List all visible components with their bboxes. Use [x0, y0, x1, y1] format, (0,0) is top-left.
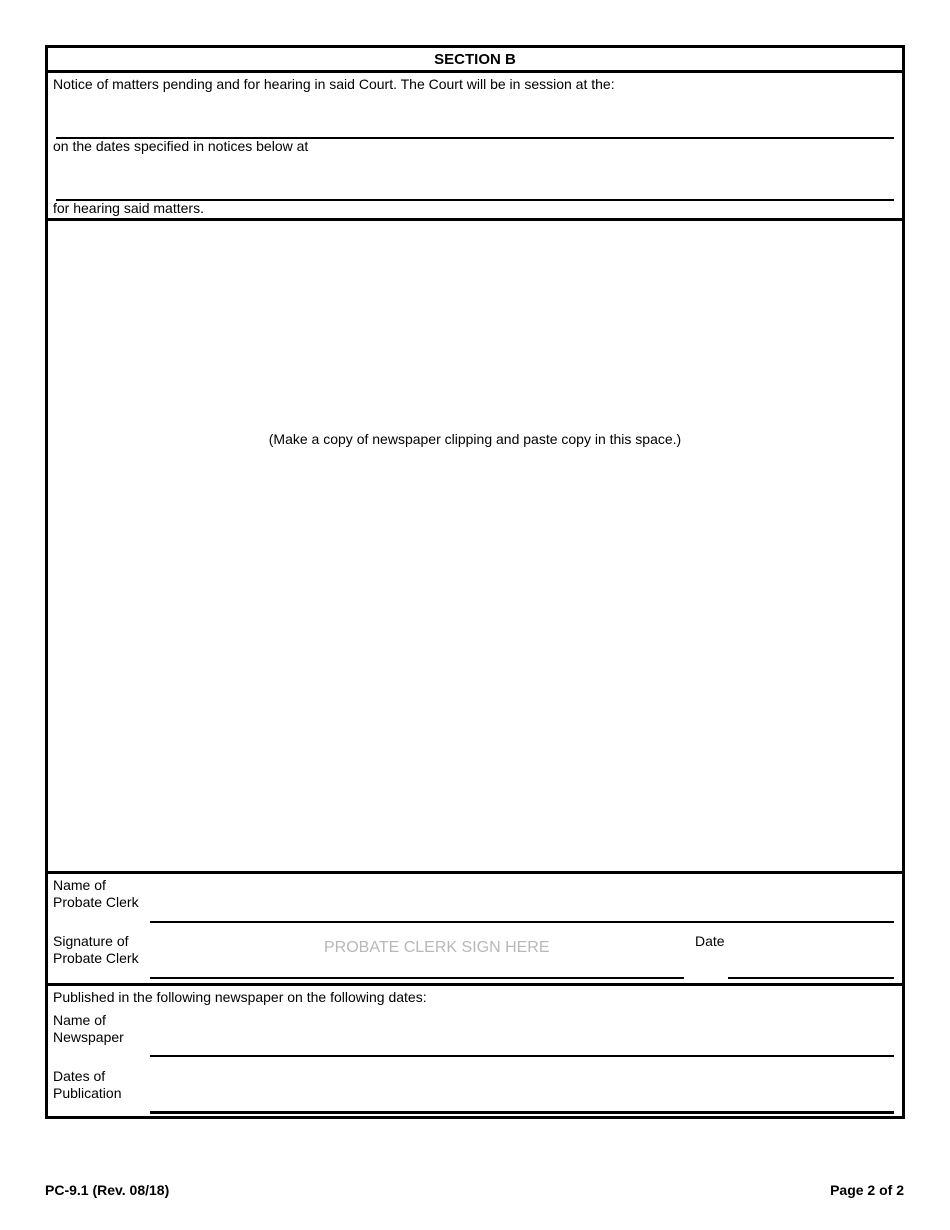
clerk-divider — [48, 983, 902, 986]
clerk-name-field[interactable] — [150, 884, 894, 920]
form-id: PC-9.1 (Rev. 08/18) — [45, 1182, 170, 1198]
newspaper-name-label: Name of Newspaper — [53, 1012, 124, 1045]
court-location-field[interactable] — [56, 106, 894, 136]
newspaper-clipping-area — [48, 219, 902, 871]
newspaper-name-line — [150, 1055, 894, 1057]
clerk-signature-label: Signature of Probate Clerk — [53, 933, 139, 966]
publication-dates-field[interactable] — [150, 1074, 894, 1110]
signature-date-field[interactable] — [728, 938, 894, 976]
hearing-time-field[interactable] — [56, 168, 894, 198]
clerk-name-label: Name of Probate Clerk — [53, 877, 139, 910]
title-divider — [48, 70, 902, 73]
clerk-name-line — [150, 921, 894, 923]
newspaper-name-field[interactable] — [150, 1018, 894, 1054]
notice-intro-text: Notice of matters pending and for hearing in said Court. The Court will be in session at the: — [53, 76, 615, 92]
date-label: Date — [695, 933, 725, 949]
section-title: SECTION B — [434, 51, 516, 68]
clipping-instruction: (Make a copy of newspaper clipping and paste copy in this space.) — [268, 431, 682, 447]
publication-intro-text: Published in the following newspaper on the following dates: — [53, 989, 427, 1005]
signature-placeholder: PROBATE CLERK SIGN HERE — [324, 939, 550, 956]
form-frame — [45, 45, 905, 1119]
publication-dates-label: Dates of Publication — [53, 1068, 122, 1101]
clerk-signature-field[interactable] — [150, 928, 684, 976]
dates-specified-text: on the dates specified in notices below at — [53, 138, 309, 154]
publication-dates-line — [150, 1111, 894, 1114]
hearing-matters-text: for hearing said matters. — [53, 200, 204, 216]
signature-date-line — [728, 977, 894, 979]
clipping-divider — [48, 871, 902, 874]
clerk-signature-line — [150, 977, 684, 979]
page-number: Page 2 of 2 — [830, 1182, 904, 1198]
